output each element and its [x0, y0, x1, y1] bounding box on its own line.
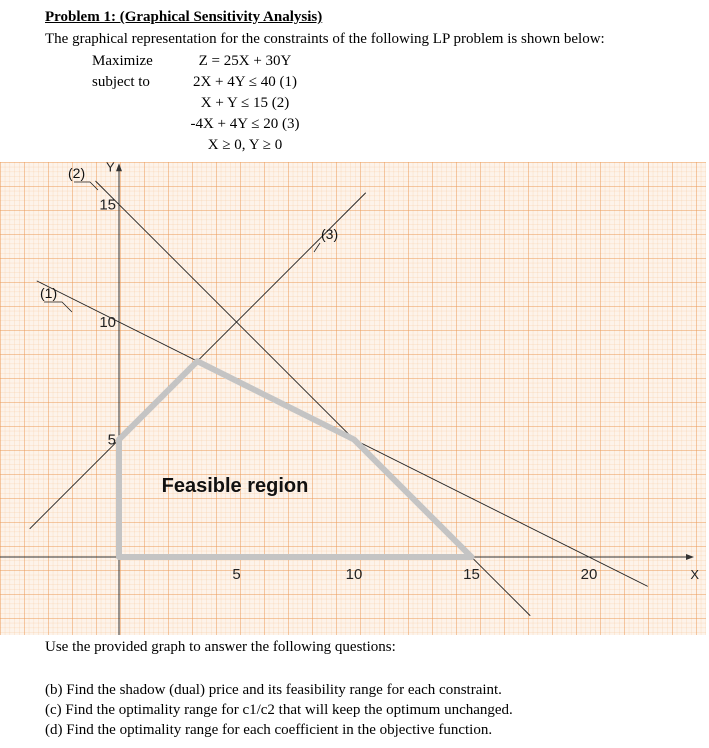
x-tick-label: 15	[463, 566, 480, 583]
line-label-3: (3)	[321, 226, 339, 242]
nonnegativity-constraint: X ≥ 0, Y ≥ 0	[207, 137, 283, 153]
question-d: (d) Find the optimality range for each coefficient in the objective function.	[45, 722, 493, 738]
x-axis-label: X	[690, 567, 699, 582]
x-tick-label: 5	[232, 566, 241, 583]
y-tick-label: 15	[99, 196, 116, 214]
constraint-graph	[0, 162, 706, 635]
line-label-1: (1)	[40, 285, 58, 301]
line-label-2: (2)	[68, 165, 86, 181]
maximize-label: Maximize	[92, 53, 153, 69]
problem-title: Problem 1: (Graphical Sensitivity Analysis)	[45, 9, 323, 25]
constraint-3: -4X + 4Y ≤ 20 (3)	[190, 116, 300, 132]
y-tick-label: 10	[99, 314, 116, 331]
questions-lead: Use the provided graph to answer the following questions:	[45, 639, 396, 655]
graph-grid	[0, 162, 706, 635]
y-axis-label: Y	[106, 162, 115, 175]
constraint-1: 2X + 4Y ≤ 40 (1)	[192, 74, 298, 90]
x-tick-label: 10	[345, 566, 363, 583]
x-tick-label: 20	[580, 566, 598, 583]
problem-intro: The graphical representation for the constraints of the following LP problem is shown below:	[45, 31, 605, 47]
y-tick-label: 5	[107, 431, 116, 449]
constraint-2: X + Y ≤ 15 (2)	[200, 95, 290, 111]
question-b: (b) Find the shadow (dual) price and its feasibility range for each constraint.	[45, 682, 502, 698]
feasible-region-label: Feasible region	[161, 475, 309, 497]
subject-to-label: subject to	[92, 74, 150, 90]
objective-function: Z = 25X + 30Y	[198, 53, 292, 69]
question-c: (c) Find the optimality range for c1/c2 that will keep the optimum unchanged.	[45, 702, 513, 718]
